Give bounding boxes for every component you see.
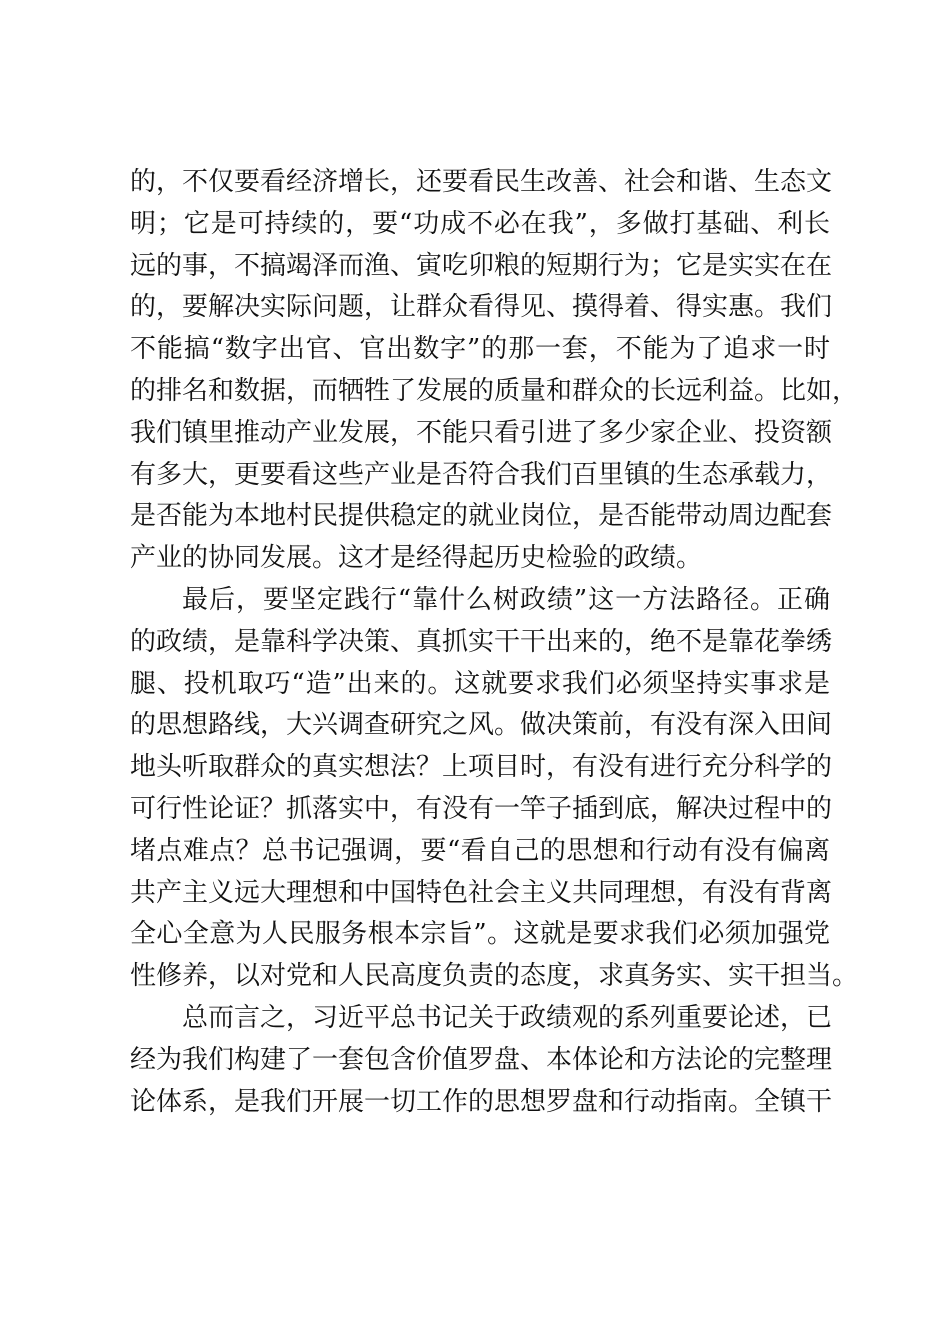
text-line: 的政绩，是靠科学决策、真抓实干干出来的，绝不是靠花拳绣 xyxy=(130,626,833,657)
text-line: 有多大，更要看这些产业是否符合我们百里镇的生态承载力， xyxy=(130,459,833,490)
text-line: 腿、投机取巧“造”出来的。这就要求我们必须坚持实事求是 xyxy=(130,668,830,699)
text-line: 经为我们构建了一套包含价值罗盘、本体论和方法论的完整理 xyxy=(130,1044,833,1075)
text-line: 可行性论证？抓落实中，有没有一竿子插到底，解决过程中的 xyxy=(130,793,833,824)
document-body xyxy=(130,162,859,1123)
text-line: 远的事，不搞竭泽而渔、寅吃卯粮的短期行为；它是实实在在 xyxy=(130,250,833,281)
text-line: 堵点难点？总书记强调，要“看自己的思想和行动有没有偏离 xyxy=(130,835,830,866)
text-line: 产业的协同发展。这才是经得起历史检验的政绩。 xyxy=(130,543,703,574)
text-line: 论体系，是我们开展一切工作的思想罗盘和行动指南。全镇干 xyxy=(130,1086,833,1117)
text-line: 明；它是可持续的，要“功成不必在我”，多做打基础、利长 xyxy=(130,208,830,239)
text-line: 不能搞“数字出官、官出数字”的那一套，不能为了追求一时 xyxy=(130,334,830,365)
text-line: 是否能为本地村民提供稳定的就业岗位，是否能带动周边配套 xyxy=(130,501,833,532)
text-line: 性修养，以对党和人民高度负责的态度，求真务实、实干担当。 xyxy=(130,961,859,992)
paragraph-first-line: 最后，要坚定践行“靠什么树政绩”这一方法路径。正确 xyxy=(182,584,830,615)
text-line: 共产主义远大理想和中国特色社会主义共同理想，有没有背离 xyxy=(130,877,833,908)
text-line: 全心全意为人民服务根本宗旨”。这就是要求我们必须加强党 xyxy=(130,919,830,950)
paragraph-first-line: 总而言之，习近平总书记关于政绩观的系列重要论述，已 xyxy=(182,1002,833,1033)
text-line: 我们镇里推动产业发展，不能只看引进了多少家企业、投资额 xyxy=(130,417,833,448)
text-line: 地头听取群众的真实想法？上项目时，有没有进行充分科学的 xyxy=(130,752,833,783)
text-line: 的思想路线，大兴调查研究之风。做决策前，有没有深入田间 xyxy=(130,710,833,741)
text-line: 的排名和数据，而牺牲了发展的质量和群众的长远利益。比如， xyxy=(130,375,859,406)
text-line: 的，要解决实际问题，让群众看得见、摸得着、得实惠。我们 xyxy=(130,292,833,323)
text-line: 的，不仅要看经济增长，还要看民生改善、社会和谐、生态文 xyxy=(130,167,833,197)
